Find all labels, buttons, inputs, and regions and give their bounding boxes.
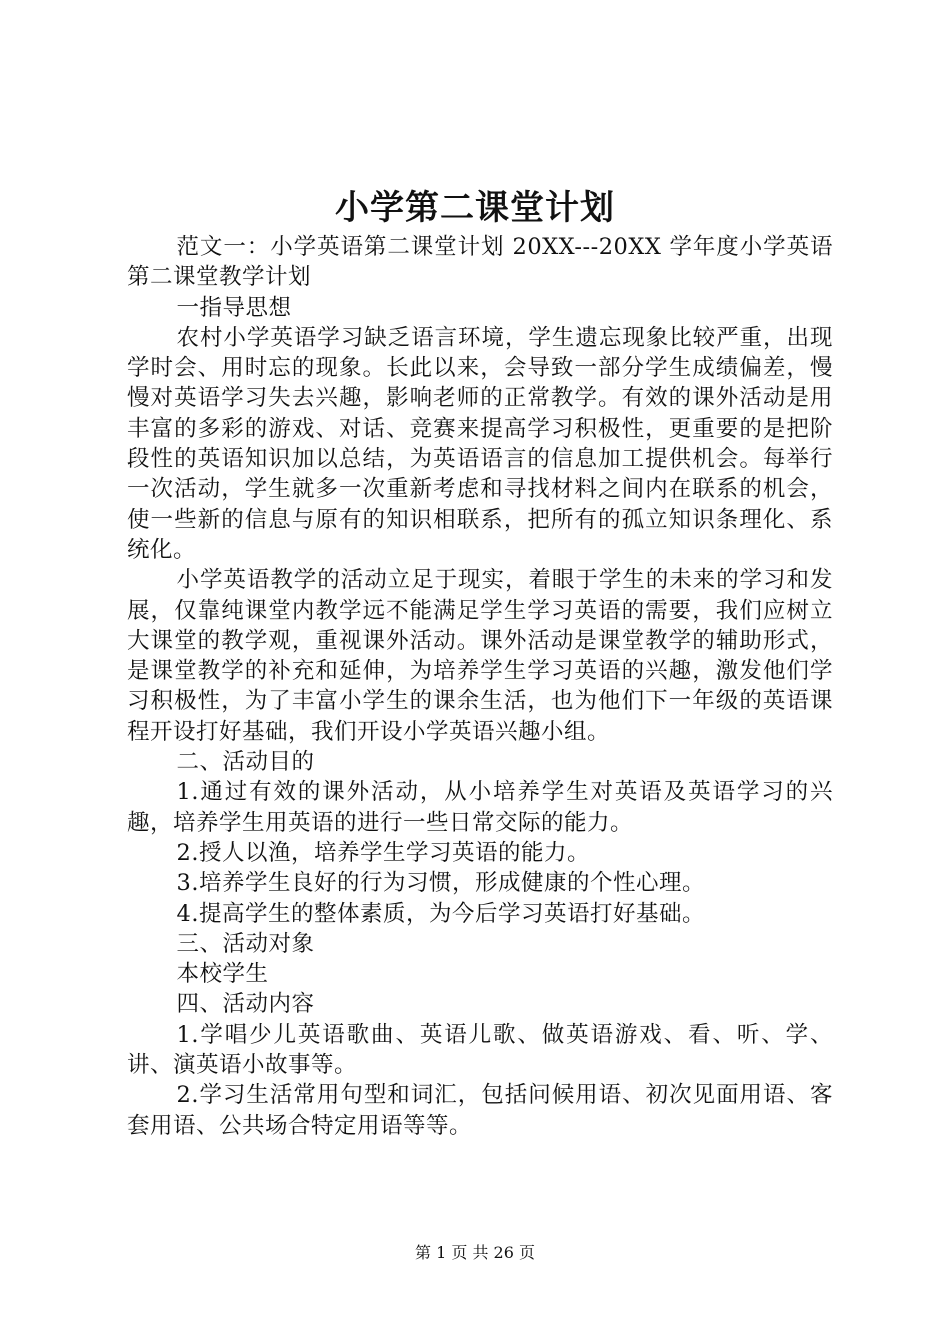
list-item-purpose-3: 3.培养学生良好的行为习惯，形成健康的个性心理。 (176, 870, 705, 897)
paragraph-target-students: 本校学生 (176, 961, 269, 988)
paragraph-rural-english: 农村小学英语学习缺乏语言环境，学生遗忘现象比较严重，出现学时会、用时忘的现象。长此以来，会导致一部分学生成绩偏差，慢慢对英语学习失去兴趣，影响老师的正常教学。有效的课外活动是用丰富的多彩的游戏、对话、竞赛来提高学习积极性，更重要的是把阶段性的英语知识加以总结，为英语语言的信息加工提供机会。每举行一次活动，学生就多一次重新考虑和寻找材料之间内在联系的机会，使一些新的信息与原有的知识相联系，把所有的孤立知识条理化、系统化。 (127, 324, 833, 563)
document-body (127, 232, 833, 1141)
list-item-purpose-4: 4.提高学生的整体素质，为今后学习英语打好基础。 (176, 900, 705, 927)
paragraph-intro: 范文一：小学英语第二课堂计划 20XX---20XX 学年度小学英语第二课堂教学计划 (127, 234, 833, 291)
list-item-content-2: 2.学习生活常用句型和词汇，包括问候用语、初次见面用语、客套用语、公共场合特定用语等等。 (127, 1082, 833, 1139)
heading-activity-purpose: 二、活动目的 (176, 749, 315, 776)
paragraph-activity-basis: 小学英语教学的活动立足于现实，着眼于学生的未来的学习和发展，仅靠纯课堂内教学远不能满足学生学习英语的需要，我们应树立大课堂的教学观，重视课外活动。课外活动是课堂教学的辅助形式，是课堂教学的补充和延伸，为培养学生学习英语的兴趣，激发他们学习积极性，为了丰富小学生的课余生活，也为他们下一年级的英语课程开设打好基础，我们开设小学英语兴趣小组。 (127, 567, 833, 745)
document-title: 小学第二课堂计划 (335, 188, 615, 228)
heading-guiding-ideology: 一指导思想 (176, 294, 292, 321)
heading-activity-content: 四、活动内容 (176, 991, 315, 1018)
list-item-purpose-1: 1.通过有效的课外活动，从小培养学生对英语及英语学习的兴趣，培养学生用英语的进行一些日常交际的能力。 (127, 779, 833, 836)
list-item-purpose-2: 2.授人以渔，培养学生学习英语的能力。 (176, 839, 590, 866)
list-item-content-1: 1.学唱少儿英语歌曲、英语儿歌、做英语游戏、看、听、学、讲、演英语小故事等。 (127, 1021, 833, 1079)
heading-activity-target: 三、活动对象 (176, 930, 315, 957)
page-footer: 第 1 页 共 26 页 (415, 1243, 535, 1262)
